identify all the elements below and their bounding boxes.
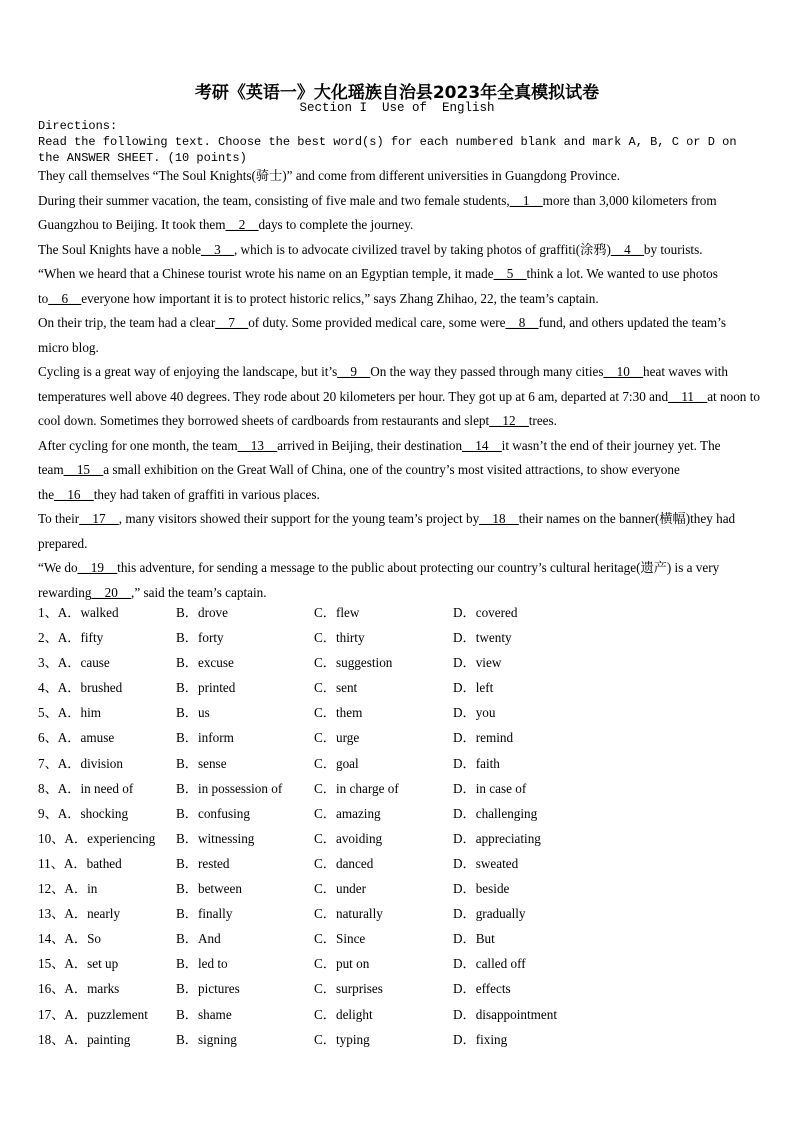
blank-19: __19__ bbox=[77, 560, 118, 575]
passage-paragraph bbox=[38, 189, 760, 238]
option-b[interactable]: B．signing bbox=[176, 1031, 237, 1047]
option-a[interactable]: 12、A．in bbox=[38, 881, 98, 897]
passage-paragraph bbox=[38, 556, 760, 605]
question-row bbox=[38, 851, 598, 876]
question-row bbox=[38, 826, 598, 851]
passage-text: On their trip, the team had a clear bbox=[38, 315, 216, 330]
option-b[interactable]: B．between bbox=[176, 881, 242, 897]
passage-text: During their summer vacation, the team, consisting of five male and two female students, bbox=[38, 192, 510, 208]
option-a[interactable]: 17、A．puzzlement bbox=[38, 1006, 148, 1022]
option-a[interactable]: 14、A．So bbox=[38, 931, 102, 947]
option-d[interactable]: D．sweated bbox=[453, 855, 519, 871]
passage-paragraph bbox=[38, 507, 760, 556]
option-b[interactable]: B．confusing bbox=[176, 805, 250, 821]
blank-6: __6__ bbox=[48, 290, 82, 306]
passage-text: by tourists. bbox=[643, 241, 703, 257]
option-c[interactable]: C．danced bbox=[314, 855, 374, 871]
passage-text: , many visitors showed their support for the young team’s project by bbox=[118, 511, 480, 526]
blank-16: __16__ bbox=[54, 486, 94, 502]
option-d[interactable]: D．effects bbox=[453, 981, 511, 997]
option-c[interactable]: C．put on bbox=[314, 956, 370, 972]
passage-text: The Soul Knights have a noble bbox=[38, 241, 201, 257]
passage-text: they had taken of graffiti in various places. bbox=[93, 486, 320, 502]
question-row bbox=[38, 801, 598, 826]
option-c[interactable]: C．goal bbox=[314, 755, 359, 771]
passage-paragraph bbox=[38, 164, 760, 189]
passage-text: On the way they passed through many cities bbox=[370, 364, 604, 379]
blank-2: __2__ bbox=[225, 217, 259, 232]
question-row bbox=[38, 700, 598, 725]
directions-text: Read the following text. Choose the best word(s) for each numbered blank and mark A, B, C or D on the ANSWER SHEET. (10 points) bbox=[38, 135, 744, 165]
option-d[interactable]: D．twenty bbox=[453, 630, 512, 646]
option-a[interactable]: 13、A．nearly bbox=[38, 906, 121, 922]
passage-text: ,” said the team’s captain. bbox=[131, 584, 267, 600]
option-b[interactable]: B．shame bbox=[176, 1006, 232, 1022]
option-a[interactable]: 4、A．brushed bbox=[38, 680, 123, 696]
passage-text: , which is to advocate civilized travel by taking photos of graffiti(涂鸦) bbox=[233, 241, 611, 257]
passage-text: “When we heard that a Chinese tourist wrote his name on an Egyptian temple, it made bbox=[38, 266, 494, 281]
option-d[interactable]: D．appreciating bbox=[453, 830, 541, 846]
option-d[interactable]: D．fixing bbox=[453, 1031, 508, 1047]
option-c[interactable]: C．flew bbox=[314, 605, 360, 620]
blank-8: __8__ bbox=[505, 315, 539, 330]
question-options-list bbox=[38, 600, 598, 1052]
option-a[interactable]: 11、A．bathed bbox=[38, 855, 122, 871]
passage-text: fund, and others updated the team’s micro blog. bbox=[38, 315, 726, 355]
question-row bbox=[38, 951, 598, 976]
blank-14: __14__ bbox=[462, 437, 502, 453]
option-a[interactable]: 15、A．set up bbox=[38, 956, 119, 972]
option-a[interactable]: 9、A．shocking bbox=[38, 805, 129, 821]
option-a[interactable]: 3、A．cause bbox=[38, 655, 110, 671]
blank-3: __3__ bbox=[200, 241, 234, 257]
page-title: 考研《英语一》大化瑶族自治县2023年全真模拟试卷 bbox=[194, 83, 600, 103]
blank-18: __18__ bbox=[479, 511, 519, 526]
option-a[interactable]: 8、A．in need of bbox=[38, 780, 134, 796]
passage-text: heat waves with temperatures well above 40 degrees. They rode about 20 kilometers per hour. They got up at 6 am, departed at 7:30 and bbox=[38, 364, 729, 404]
option-d[interactable]: D．you bbox=[453, 705, 496, 721]
option-c[interactable]: C．Since bbox=[314, 931, 366, 947]
passage-text: of duty. Some provided medical care, some were bbox=[248, 315, 506, 330]
option-d[interactable]: D．view bbox=[453, 655, 502, 671]
passage-text: a small exhibition on the Great Wall of China, one of the country’s most visited attractions, to show everyone the bbox=[38, 462, 680, 502]
question-row bbox=[38, 876, 598, 901]
blank-10: __10__ bbox=[603, 364, 644, 379]
option-c[interactable]: C．sent bbox=[314, 680, 358, 696]
option-c[interactable]: C．urge bbox=[314, 730, 360, 746]
question-row bbox=[38, 600, 598, 625]
option-d[interactable]: D．in case of bbox=[453, 780, 527, 796]
question-row bbox=[38, 675, 598, 700]
option-c[interactable]: C．in charge of bbox=[314, 780, 399, 796]
option-b[interactable]: B．rested bbox=[176, 855, 230, 871]
question-row bbox=[38, 1027, 598, 1052]
passage-text: at noon to cool down. Sometimes they borrowed sheets of cardboards from restaurants and slept bbox=[38, 388, 760, 428]
option-d[interactable]: D．called off bbox=[453, 956, 526, 972]
option-b[interactable]: B．forty bbox=[176, 630, 224, 646]
passage-text: To their bbox=[38, 511, 80, 526]
passage-text: Cycling is a great way of enjoying the landscape, but it’s bbox=[38, 364, 338, 379]
option-a[interactable]: 5、A．him bbox=[38, 705, 102, 721]
option-b[interactable]: B．And bbox=[176, 931, 221, 947]
option-d[interactable]: D．covered bbox=[453, 605, 518, 620]
blank-9: __9__ bbox=[337, 364, 371, 379]
option-c[interactable]: C．avoiding bbox=[314, 830, 383, 846]
blank-1: __1__ bbox=[509, 192, 543, 208]
option-d[interactable]: D．left bbox=[453, 680, 494, 696]
passage-text: think a lot. We wanted to use photos to bbox=[38, 266, 718, 306]
passage-paragraph bbox=[38, 238, 760, 263]
blank-5: __5__ bbox=[493, 266, 527, 281]
directions-label: Directions: bbox=[38, 119, 118, 133]
option-b[interactable]: B．printed bbox=[176, 680, 236, 696]
option-d[interactable]: D．challenging bbox=[453, 805, 538, 821]
option-a[interactable]: 1、A．walked bbox=[38, 605, 119, 620]
option-b[interactable]: B．us bbox=[176, 705, 210, 721]
blank-20: __20__ bbox=[91, 584, 132, 600]
blank-17: __17__ bbox=[79, 511, 119, 526]
option-c[interactable]: C．surprises bbox=[314, 981, 383, 997]
passage-text: After cycling for one month, the team bbox=[38, 437, 238, 453]
option-d[interactable]: D．disappointment bbox=[453, 1006, 558, 1022]
option-a[interactable]: 16、A．marks bbox=[38, 981, 120, 997]
option-d[interactable]: D．gradually bbox=[453, 906, 526, 922]
passage-text: their names on the banner(横幅)they had prepared. bbox=[38, 511, 736, 551]
option-c[interactable]: C．thirty bbox=[314, 630, 365, 646]
passage-text: days to complete the journey. bbox=[258, 217, 414, 232]
question-row bbox=[38, 901, 598, 926]
question-row bbox=[38, 725, 598, 750]
question-row bbox=[38, 1002, 598, 1027]
passage-paragraph bbox=[38, 360, 760, 434]
question-row bbox=[38, 776, 598, 801]
option-c[interactable]: C．amazing bbox=[314, 805, 381, 821]
option-c[interactable]: C．typing bbox=[314, 1031, 370, 1047]
option-a[interactable]: 6、A．amuse bbox=[38, 730, 115, 746]
option-d[interactable]: D．beside bbox=[453, 881, 510, 897]
option-b[interactable]: B．inform bbox=[176, 730, 234, 746]
option-a[interactable]: 7、A．division bbox=[38, 755, 123, 771]
question-row bbox=[38, 625, 598, 650]
passage-text: trees. bbox=[528, 413, 557, 428]
passage-paragraph bbox=[38, 311, 760, 360]
blank-12: __12__ bbox=[489, 413, 529, 428]
section-heading: Section I Use of English bbox=[299, 101, 495, 115]
passage-text: more than 3,000 kilometers from Guangzhou to Beijing. It took them bbox=[38, 192, 717, 232]
question-row bbox=[38, 751, 598, 776]
option-a[interactable]: 18、A．painting bbox=[38, 1031, 131, 1047]
option-b[interactable]: B．finally bbox=[176, 906, 233, 922]
passage-text: arrived in Beijing, their destination bbox=[277, 437, 463, 453]
passage-paragraph bbox=[38, 262, 760, 311]
question-row bbox=[38, 976, 598, 1001]
option-b[interactable]: B．drove bbox=[176, 605, 229, 620]
option-b[interactable]: B．led to bbox=[176, 956, 228, 972]
option-c[interactable]: C．delight bbox=[314, 1006, 373, 1022]
option-b[interactable]: B．in possession of bbox=[176, 780, 283, 796]
option-b[interactable]: B．witnessing bbox=[176, 830, 255, 846]
option-c[interactable]: C．under bbox=[314, 881, 367, 897]
blank-7: __7__ bbox=[215, 315, 249, 330]
option-d[interactable]: D．But bbox=[453, 931, 495, 947]
passage-text: everyone how important it is to protect historic relics,” says Zhang Zhihao, 22, the team’s captain. bbox=[81, 290, 599, 306]
passage-text: “We do bbox=[38, 560, 78, 575]
passage-paragraph bbox=[38, 434, 760, 508]
option-c[interactable]: C．suggestion bbox=[314, 655, 393, 671]
passage-text: it wasn’t the end of their journey yet. The team bbox=[38, 437, 721, 477]
cloze-passage bbox=[38, 164, 760, 605]
question-row bbox=[38, 926, 598, 951]
option-c[interactable]: C．them bbox=[314, 705, 363, 721]
option-b[interactable]: B．pictures bbox=[176, 981, 240, 997]
question-row bbox=[38, 650, 598, 675]
option-d[interactable]: D．remind bbox=[453, 730, 514, 746]
option-a[interactable]: 10、A．experiencing bbox=[38, 830, 156, 846]
option-a[interactable]: 2、A．fifty bbox=[38, 630, 104, 646]
option-d[interactable]: D．faith bbox=[453, 755, 500, 771]
blank-15: __15__ bbox=[63, 462, 104, 477]
passage-text: They call themselves “The Soul Knights(骑士)” and come from different universities in Guangdong Province. bbox=[38, 168, 621, 183]
option-c[interactable]: C．naturally bbox=[314, 906, 383, 922]
blank-11: __11__ bbox=[668, 388, 708, 404]
blank-4: __4__ bbox=[610, 241, 644, 257]
option-b[interactable]: B．excuse bbox=[176, 655, 234, 671]
blank-13: __13__ bbox=[237, 437, 278, 453]
passage-text: this adventure, for sending a message to the public about protecting our country’s cultural heritage(遗产) is a very rewarding bbox=[38, 560, 720, 600]
option-b[interactable]: B．sense bbox=[176, 755, 227, 771]
